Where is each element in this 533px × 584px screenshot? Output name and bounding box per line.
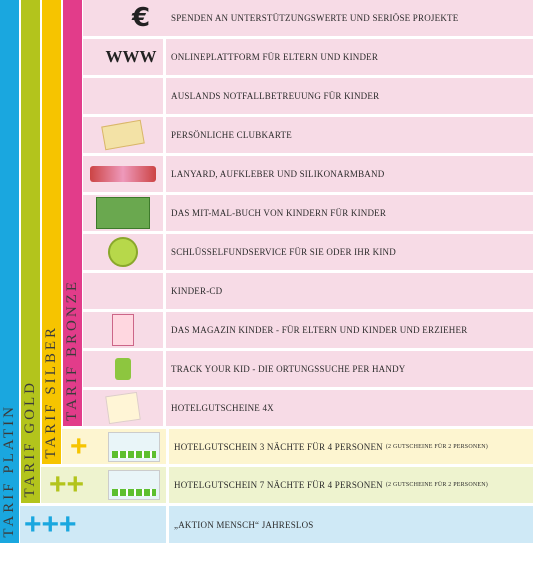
table-row [83,0,533,36]
feature-text: TRACK YOUR KID - DIE ORTUNGSSUCHE PER HANDY [166,351,533,387]
hotel-voucher-image [108,470,160,500]
euro-icon: € [131,3,151,33]
plus-icon: ++ [49,468,85,501]
tariff-bronze-label: TARIF BRONZE [64,279,80,421]
magazine-icon [112,314,134,346]
hotel-voucher-image [108,432,160,462]
table-row [83,156,533,192]
plus-icon: + [70,429,88,463]
feature-text: DAS MAGAZIN KINDER - FÜR ELTERN UND KINDER UND ERZIEHER [166,312,533,348]
feature-text: DAS MIT-MAL-BUCH VON KINDERN FÜR KINDER [166,195,533,231]
club-card-icon [101,120,145,151]
feature-text: AUSLANDS NOTFALLBETREUUNG FÜR KINDER [166,78,533,114]
tariff-silber-label: TARIF SILBER [43,325,59,459]
table-row [83,39,533,75]
table-row-platin-extra [20,506,533,543]
feature-text [166,467,533,503]
tariff-platin-label: TARIF PLATIN [1,404,17,538]
bar-silber [42,0,61,464]
table-row [83,117,533,153]
lanyard-icon [90,166,156,182]
keyring-icon [108,237,138,267]
table-row [83,273,533,309]
tariff-gold-label: TARIF GOLD [22,380,38,498]
extra-note: (2 GUTSCHEINE FÜR 2 PERSONEN) [385,443,488,450]
feature-text: HOTELGUTSCHEINE 4X [166,390,533,426]
table-row [83,234,533,270]
extra-note: (2 GUTSCHEINE FÜR 2 PERSONEN) [385,482,488,488]
feature-text: KINDER-CD [166,273,533,309]
table-row-silber-extra [62,429,533,464]
table-row [83,195,533,231]
feature-text: SCHLÜSSELFUNDSERVICE FÜR SIE ODER IHR KIND [166,234,533,270]
extra-text: HOTELGUTSCHEIN 7 NÄCHTE FÜR 4 PERSONEN [174,480,383,490]
bar-platin [0,0,19,543]
bar-gold [21,0,40,503]
feature-text [166,429,533,464]
table-row [83,312,533,348]
feature-text: „AKTION MENSCH“ JAHRESLOS [166,506,533,543]
vouchers-icon [105,392,141,424]
table-row-gold-extra [41,467,533,503]
plus-icon: +++ [24,507,77,541]
feature-text: PERSÖNLICHE CLUBKARTE [166,117,533,153]
table-row [83,78,533,114]
phone-icon [115,358,131,380]
www-icon: WWW [105,47,157,66]
book-icon [96,197,150,229]
bar-bronze [63,0,82,426]
table-row [83,351,533,387]
feature-text: LANYARD, AUFKLEBER UND SILIKONARMBAND [166,156,533,192]
extra-text: HOTELGUTSCHEIN 3 NÄCHTE FÜR 4 PERSONEN [174,441,383,452]
feature-text: ONLINEPLATTFORM FÜR ELTERN UND KINDER [166,39,533,75]
feature-text: SPENDEN AN UNTERSTÜTZUNGSWERTE UND SERIÖSE PROJEKTE [166,0,533,36]
table-row [83,390,533,426]
